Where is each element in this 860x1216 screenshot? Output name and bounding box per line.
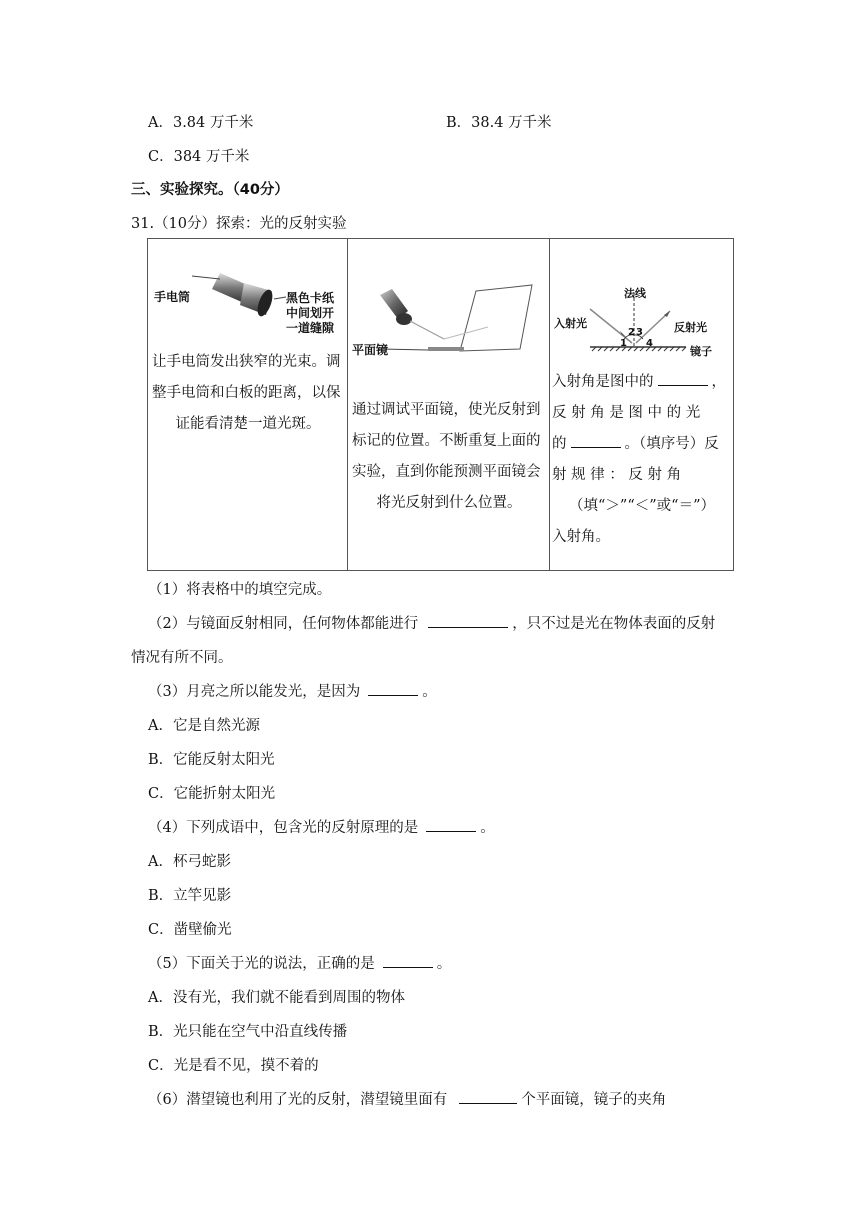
blank-q5 [383, 953, 433, 968]
label-normal: 法线 [624, 287, 646, 300]
sub-question-1: （1）将表格中的填空完成。 [148, 582, 332, 598]
q3-option-b: B．它能反射太阳光 [148, 752, 275, 768]
option-a: A．3.84 万千米 [148, 115, 254, 131]
label-flashlight: 手电筒 [154, 290, 191, 304]
q4-option-a: A．杯弓蛇影 [148, 854, 231, 870]
q4-option-b: B．立竿见影 [148, 888, 232, 904]
option-c: C．384 万千米 [148, 149, 250, 165]
cell2-text: 通过调试平面镜，使光反射到 标记的位置。不断重复上面的 实验，直到你能预测平面镜会 将光反射到什么位置。 [352, 402, 541, 511]
table-cell-mirror [348, 239, 550, 571]
q5-option-a: A．没有光，我们就不能看到周围的物体 [148, 990, 405, 1006]
blank-q6 [459, 1089, 517, 1104]
sub-question-3: （3）月亮之所以能发光，是因为 。 [148, 680, 437, 701]
sub-question-2-cont: 情况有所不同。 [131, 650, 233, 666]
q4-option-c: C．凿壁偷光 [148, 922, 232, 938]
label-incident: 入射光 [554, 317, 587, 330]
q5-option-b: B．光只能在空气中沿直线传播 [148, 1024, 348, 1040]
angle-1: 1 [620, 338, 627, 349]
question-stem: 31.（10分）探索：光的反射实验 [131, 216, 347, 232]
angle-3: 3 [636, 327, 643, 338]
experiment-table [147, 238, 734, 571]
angle-4: 4 [646, 338, 653, 349]
label-plane-mirror: 平面镜 [352, 343, 389, 357]
sub-question-2: （2）与镜面反射相同，任何物体都能进行 ，只不过是光在物体表面的反射 [148, 612, 715, 633]
cell3-text: 入射角是图中的 ， 反 射 角 是 图 中 的 光 的 。（填序号）反 射 规 律 ： 反 射 角 （填“＞”“＜”或“＝”） 入射角。 [552, 367, 732, 553]
label-mirror: 镜子 [690, 345, 712, 358]
sub-question-5: （5）下面关于光的说法，正确的是 。 [148, 952, 451, 973]
blank-q2 [428, 613, 508, 628]
blank-q3 [368, 681, 418, 696]
section-title: 三、实验探究。（40分） [131, 182, 289, 198]
blank-reflection-angle [571, 433, 621, 448]
q3-option-c: C．它能折射太阳光 [148, 786, 276, 802]
table-cell-flashlight [148, 239, 348, 571]
sub-question-6: （6）潜望镜也利用了光的反射，潜望镜里面有 个平面镜，镜子的夹角 [148, 1088, 666, 1109]
cell1-text: 让手电筒发出狭窄的光束。调 整手电筒和白板的距离，以保 证能看清楚一道光斑。 [152, 354, 341, 432]
q3-option-a: A．它是自然光源 [148, 718, 260, 734]
label-card: 黑色卡纸 中间划开 一道缝隙 [286, 291, 335, 335]
blank-q4 [426, 817, 476, 832]
label-reflected: 反射光 [674, 321, 707, 334]
angle-2: 2 [628, 327, 635, 338]
sub-question-4: （4）下列成语中，包含光的反射原理的是 。 [148, 816, 495, 837]
blank-incident-angle [658, 371, 708, 386]
table-cell-reflection [550, 239, 734, 571]
option-b: B．38.4 万千米 [446, 115, 552, 131]
q5-option-c: C．光是看不见，摸不着的 [148, 1058, 319, 1074]
